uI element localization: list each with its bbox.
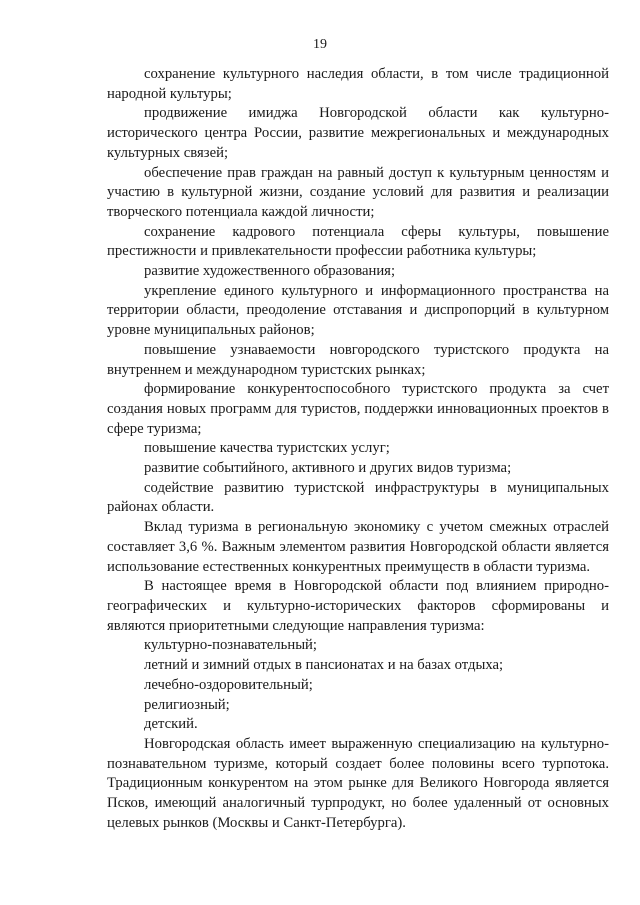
paragraph-tourism-contribution: Вклад туризма в региональную экономику с учетом смежных отраслей составляет 3,6 %. Важным элементом развития Новгородской области является использование естественных конкурентных преимуществ в области туризма. — [107, 519, 609, 575]
paragraph-heritage: сохранение культурного наследия области, в том числе традиционной народной культуры; — [107, 66, 609, 102]
paragraph-specialization: Новгородская область имеет выраженную специализацию на культурно-познавательном туризме, который создает более половины всего турпотока. Традиционным конкурентом на этом рынке для Великого Новгорода является Псков, имеющий аналогичный турпродукт, но более удаленный от основных целевых рынков (Москвы и Санкт-Петербурга). — [107, 735, 609, 831]
paragraph-cultural-space: укрепление единого культурного и информационного пространства на территории области, преодоление отставания и диспропорций в культурном уровне муниципальных районов; — [107, 282, 609, 339]
list-item-cognitive: культурно-познавательный; — [144, 637, 317, 654]
document-body — [107, 65, 609, 833]
paragraph-recognition: повышение узнаваемости новгородского туристского продукта на внутреннем и международном туристских рынках; — [107, 341, 609, 378]
list-item-religious: религиозный; — [144, 696, 230, 713]
paragraph-infrastructure: содействие развитию туристской инфраструктуры в муниципальных районах области. — [107, 479, 609, 516]
paragraph-staff-potential: сохранение кадрового потенциала сферы культуры, повышение престижности и привлекательности профессии работника культуры; — [107, 223, 609, 260]
paragraph-priority-directions: В настоящее время в Новгородской области под влиянием природно-географических и культурно-исторических факторов сформированы и являются приоритетными следующие направления туризма: — [107, 578, 609, 634]
paragraph-competitive-product: формирование конкурентоспособного туристского продукта за счет создания новых программ для туристов, поддержки инновационных проектов в сфере туризма; — [107, 381, 609, 437]
paragraph-equal-access: обеспечение прав граждан на равный доступ к культурным ценностям и участию в культурной жизни, создание условий для развития и реализации творческого потенциала каждой личности; — [107, 164, 609, 220]
paragraph-art-education: развитие художественного образования; — [144, 263, 396, 280]
paragraph-image-promotion: продвижение имиджа Новгородской области как культурно-исторического центра России, развитие межрегиональных и международных культурных связей; — [107, 105, 609, 161]
list-item-health: лечебно-оздоровительный; — [144, 676, 313, 693]
paragraph-service-quality: повышение качества туристских услуг; — [144, 440, 390, 457]
list-item-children: детский. — [144, 716, 198, 733]
page-number: 19 — [313, 37, 327, 52]
paragraph-event-tourism: развитие событийного, активного и других видов туризма; — [144, 460, 512, 477]
list-item-recreation: летний и зимний отдых в пансионатах и на базах отдыха; — [144, 657, 504, 674]
